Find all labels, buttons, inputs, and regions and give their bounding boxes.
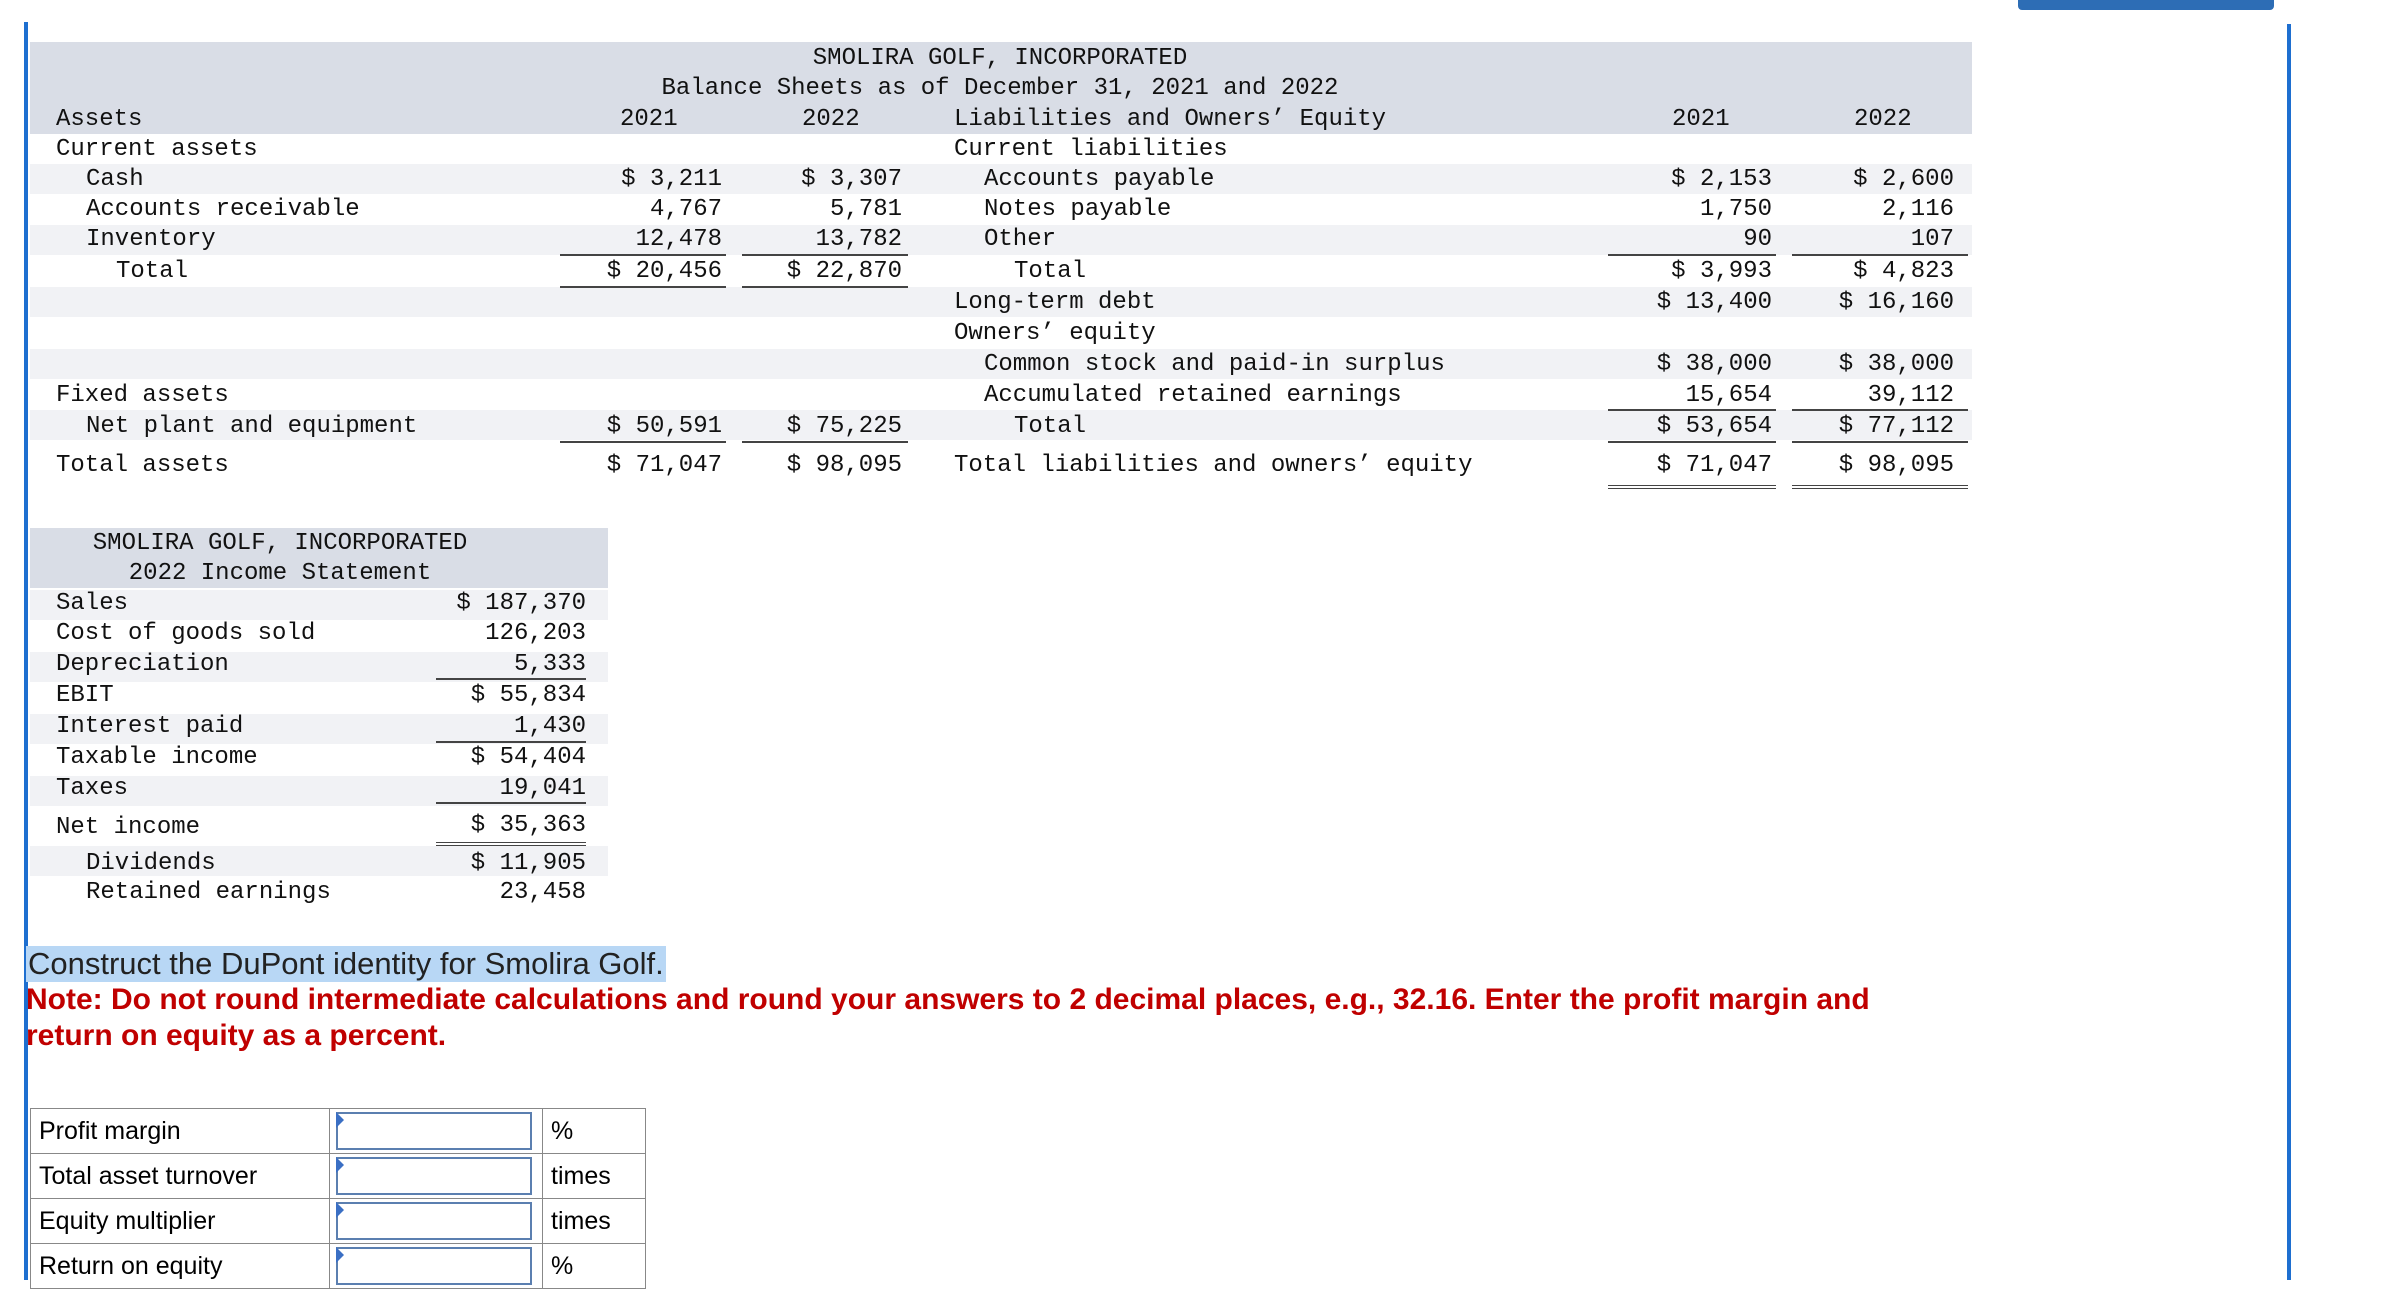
common-2021: $ 38,000 <box>1656 351 1772 378</box>
answer-row <box>31 1244 646 1289</box>
ltd-2022: $ 16,160 <box>1838 289 1954 316</box>
income-row-value: $ 54,404 <box>470 744 586 771</box>
answer-label: Profit margin <box>31 1109 330 1154</box>
ap-2022: $ 2,600 <box>1853 166 1954 193</box>
double-underline <box>1792 485 1968 489</box>
underline <box>1792 254 1968 256</box>
income-row-value: $ 187,370 <box>456 590 586 617</box>
underline <box>436 741 586 743</box>
tloe-2022: $ 98,095 <box>1838 452 1954 479</box>
answer-unit: times <box>543 1199 646 1244</box>
question-prompt: Construct the DuPont identity for Smolira Golf. <box>28 946 664 981</box>
underline <box>560 441 726 443</box>
answer-table <box>30 1108 646 1289</box>
income-row-label: Dividends <box>86 850 216 877</box>
other-label: Other <box>984 226 1057 253</box>
answer-row <box>31 1199 646 1244</box>
ltd-label: Long-term debt <box>954 289 1156 316</box>
tloe-2021: $ 71,047 <box>1656 452 1772 479</box>
answer-row <box>31 1154 646 1199</box>
inventory-2021: 12,478 <box>635 226 722 253</box>
underline <box>1792 409 1968 411</box>
right-border <box>2287 24 2291 1280</box>
year-2021-liab: 2021 <box>1672 106 1730 133</box>
income-row-label: EBIT <box>56 682 114 709</box>
income-row-value: $ 35,363 <box>470 812 586 839</box>
income-row-label: Sales <box>56 590 129 617</box>
net-plant-2021: $ 50,591 <box>606 413 722 440</box>
cl-total-2021: $ 3,993 <box>1671 258 1772 285</box>
income-row-value: $ 11,905 <box>470 850 586 877</box>
common-2022: $ 38,000 <box>1838 351 1954 378</box>
oe-total-2022: $ 77,112 <box>1838 413 1954 440</box>
answer-unit: times <box>543 1154 646 1199</box>
answer-cell <box>330 1244 543 1289</box>
other-2022: 107 <box>1910 226 1954 253</box>
answer-row <box>31 1109 646 1154</box>
income-row-value: $ 55,834 <box>470 682 586 709</box>
answer-label: Total asset turnover <box>31 1154 330 1199</box>
year-2021-assets: 2021 <box>620 106 678 133</box>
answer-cell <box>330 1199 543 1244</box>
oe-total-label: Total <box>1014 413 1087 440</box>
ca-total-2021: $ 20,456 <box>606 258 722 285</box>
common-label: Common stock and paid-in surplus <box>984 351 1445 378</box>
income-row-label: Depreciation <box>56 651 229 678</box>
net-plant-2022: $ 75,225 <box>786 413 902 440</box>
double-underline <box>1608 485 1776 489</box>
underline <box>436 678 586 680</box>
net-plant-label: Net plant and equipment <box>86 413 418 440</box>
total-asset-turnover-input[interactable] <box>336 1157 532 1195</box>
cash-2021: $ 3,211 <box>621 166 722 193</box>
answer-label: Return on equity <box>31 1244 330 1289</box>
answer-cell <box>330 1109 543 1154</box>
ar-2022: 5,781 <box>829 196 902 223</box>
underline <box>560 286 726 288</box>
underline <box>436 802 586 804</box>
ca-total-label: Total <box>116 258 189 285</box>
year-2022-liab: 2022 <box>1854 106 1912 133</box>
cash-2022: $ 3,307 <box>801 166 902 193</box>
income-row-label: Interest paid <box>56 713 244 740</box>
profit-margin-input[interactable] <box>336 1112 532 1150</box>
are-2022: 39,112 <box>1867 382 1954 409</box>
total-assets-2021: $ 71,047 <box>606 452 722 479</box>
income-subtitle: 2022 Income Statement <box>128 560 432 587</box>
ar-label: Accounts receivable <box>86 196 360 223</box>
ltd-2021: $ 13,400 <box>1656 289 1772 316</box>
underline <box>1608 441 1776 443</box>
fixed-assets-label: Fixed assets <box>56 382 229 409</box>
inventory-2022: 13,782 <box>815 226 902 253</box>
np-label: Notes payable <box>984 196 1172 223</box>
income-row-value: 1,430 <box>513 713 586 740</box>
owners-equity-label: Owners’ equity <box>954 320 1156 347</box>
ca-total-2022: $ 22,870 <box>786 258 902 285</box>
income-row-label: Cost of goods sold <box>56 620 316 647</box>
current-assets-label: Current assets <box>56 136 258 163</box>
answer-unit: % <box>543 1244 646 1289</box>
np-2022: 2,116 <box>1881 196 1954 223</box>
left-border <box>24 22 28 1280</box>
ar-2021: 4,767 <box>649 196 722 223</box>
year-2022-assets: 2022 <box>802 106 860 133</box>
income-row-label: Taxable income <box>56 744 258 771</box>
answer-cell <box>330 1154 543 1199</box>
ap-2021: $ 2,153 <box>1671 166 1772 193</box>
income-title: SMOLIRA GOLF, INCORPORATED <box>92 530 468 557</box>
cash-label: Cash <box>86 166 144 193</box>
balance-subtitle: Balance Sheets as of December 31, 2021 and 2022 <box>661 75 1339 102</box>
assets-header: Assets <box>56 106 143 133</box>
income-row-value: 19,041 <box>499 775 586 802</box>
total-assets-2022: $ 98,095 <box>786 452 902 479</box>
top-action-button[interactable] <box>2018 0 2274 10</box>
cl-total-label: Total <box>1014 258 1087 285</box>
underline <box>560 254 726 256</box>
underline <box>1608 409 1776 411</box>
current-liabilities-label: Current liabilities <box>954 136 1228 163</box>
cl-total-2022: $ 4,823 <box>1853 258 1954 285</box>
oe-total-2021: $ 53,654 <box>1656 413 1772 440</box>
balance-title: SMOLIRA GOLF, INCORPORATED <box>812 45 1188 72</box>
income-row-label: Retained earnings <box>86 879 331 906</box>
income-row-value: 126,203 <box>485 620 586 647</box>
income-row-value: 5,333 <box>513 651 586 678</box>
ap-label: Accounts payable <box>984 166 1215 193</box>
double-underline <box>436 842 586 846</box>
question-note: Note: Do not round intermediate calculations and round your answers to 2 decimal places, e.g., 32.16. Enter the profit margin and return on equity as a percent. <box>26 983 1870 1052</box>
liabilities-header: Liabilities and Owners’ Equity <box>954 106 1387 133</box>
np-2021: 1,750 <box>1699 196 1772 223</box>
underline <box>1792 441 1968 443</box>
income-row-label: Taxes <box>56 775 129 802</box>
answer-unit: % <box>543 1109 646 1154</box>
inventory-label: Inventory <box>86 226 216 253</box>
income-row-value: 23,458 <box>499 879 586 906</box>
total-assets-label: Total assets <box>56 452 229 479</box>
are-label: Accumulated retained earnings <box>984 382 1402 409</box>
other-2021: 90 <box>1743 226 1772 253</box>
underline <box>742 286 908 288</box>
income-row-label: Net income <box>56 814 201 841</box>
return-on-equity-input[interactable] <box>336 1247 532 1285</box>
are-2021: 15,654 <box>1685 382 1772 409</box>
underline <box>742 441 908 443</box>
underline <box>1608 254 1776 256</box>
tloe-label: Total liabilities and owners’ equity <box>954 452 1473 479</box>
equity-multiplier-input[interactable] <box>336 1202 532 1240</box>
answer-label: Equity multiplier <box>31 1199 330 1244</box>
underline <box>742 254 908 256</box>
